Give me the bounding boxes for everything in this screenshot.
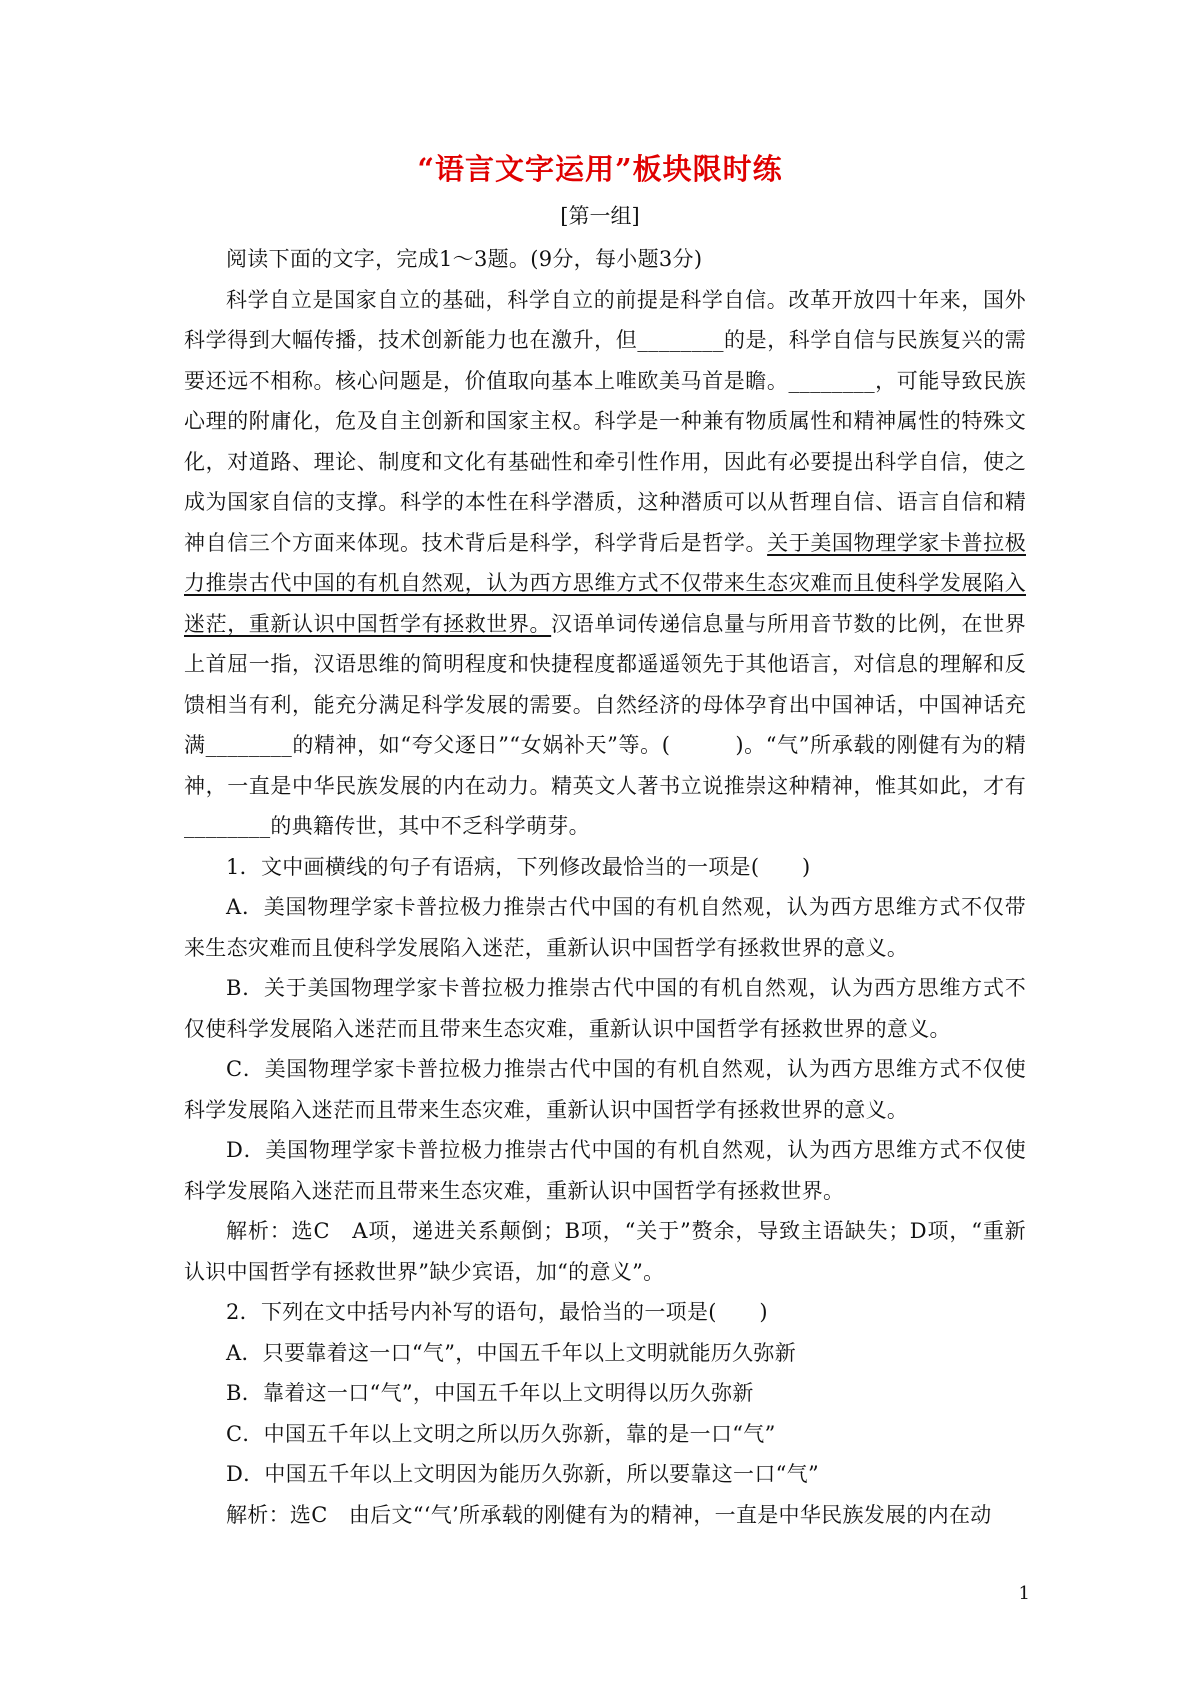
- question-2-option-c: C．中国五千年以上文明之所以历久弥新，靠的是一口“气”: [226, 1421, 776, 1446]
- passage-paragraph: [184, 280, 1026, 847]
- question-2-option-d: D．中国五千年以上文明因为能历久弥新，所以要靠这一口“气”: [226, 1462, 820, 1486]
- question-1-option-b: B．关于美国物理学家卡普拉极力推崇古代中国的有机自然观，认为西方思维方式不仅使科学发展陷入迷茫而且带来生态灾难，重新认识中国哲学有拯救世界的意义。: [184, 976, 1026, 1041]
- question-1-stem: 1．文中画横线的句子有语病，下列修改最恰当的一项是( ): [226, 854, 811, 879]
- document-body: [184, 239, 1026, 1535]
- passage-text-2: 汉语单词传递信息量与所用音节数的比例，在世界上首屈一指，汉语思维的简明程度和快捷程度都遥遥领先于其他语言，对信息的理解和反馈相当有利，能充分满足科学发展的需要。自然经济的母体孕育出中国神话，中国神话充满________的精神，如“夸父逐日”“女娲补天”等。( )。“气”所承载的刚健有为的精神，一直是中华民族发展的内在动力。精英文人著书立说推崇这种精神，惟其如此，才有________的典籍传世，其中不乏科学萌芽。: [184, 611, 1026, 838]
- instruction: 阅读下面的文字，完成1～3题。(9分，每小题3分): [226, 247, 703, 271]
- page-number: 1: [1018, 1583, 1030, 1604]
- question-2-analysis: 解析：选C 由后文“‘气’所承载的刚健有为的精神，一直是中华民族发展的内在动: [226, 1502, 992, 1527]
- question-1-option-a: A．美国物理学家卡普拉极力推崇古代中国的有机自然观，认为西方思维方式不仅带来生态灾难而且使科学发展陷入迷茫，重新认识中国哲学有拯救世界的意义。: [184, 895, 1026, 960]
- question-1-analysis: 解析：选C A项，递进关系颠倒；B项，“关于”赘余，导致主语缺失；D项，“重新认识中国哲学有拯救世界”缺少宾语，加“的意义”。: [184, 1219, 1026, 1284]
- underlined-sentence: 关于美国物理学家卡普拉极力推崇古代中国的有机自然观，认为西方思维方式不仅带来生态灾难而且使科学发展陷入迷茫，重新认识中国哲学有拯救世界。: [184, 530, 1026, 636]
- question-2-stem: 2．下列在文中括号内补写的语句，最恰当的一项是( ): [226, 1300, 768, 1324]
- passage-text-1: 科学自立是国家自立的基础，科学自立的前提是科学自信。改革开放四十年来，国外科学得到大幅传播，技术创新能力也在激升，但________的是，科学自信与民族复兴的需要还远不相称。核心问题是，价值取向基本上唯欧美马首是瞻。________，可能导致民族心理的附庸化，危及自主创新和国家主权。科学是一种兼有物质属性和精神属性的特殊文化，对道路、理论、制度和文化有基础性和牵引性作用，因此有必要提出科学自信，使之成为国家自信的支撑。科学的本性在科学潜质，这种潜质可以从哲理自信、语言自信和精神自信三个方面来体现。技术背后是科学，科学背后是哲学。: [184, 287, 1026, 555]
- question-2-option-a: A．只要靠着这一口“气”，中国五千年以上文明就能历久弥新: [226, 1340, 797, 1365]
- group-label: [第一组]: [560, 204, 640, 228]
- question-1-option-d: D．美国物理学家卡普拉极力推崇古代中国的有机自然观，认为西方思维方式不仅使科学发展陷入迷茫而且带来生态灾难，重新认识中国哲学有拯救世界。: [184, 1138, 1026, 1203]
- question-2-option-b: B．靠着这一口“气”，中国五千年以上文明得以历久弥新: [226, 1381, 754, 1405]
- document-title: “语言文字运用”板块限时练: [417, 152, 783, 186]
- question-1-option-c: C．美国物理学家卡普拉极力推崇古代中国的有机自然观，认为西方思维方式不仅使科学发展陷入迷茫而且带来生态灾难，重新认识中国哲学有拯救世界的意义。: [184, 1057, 1026, 1122]
